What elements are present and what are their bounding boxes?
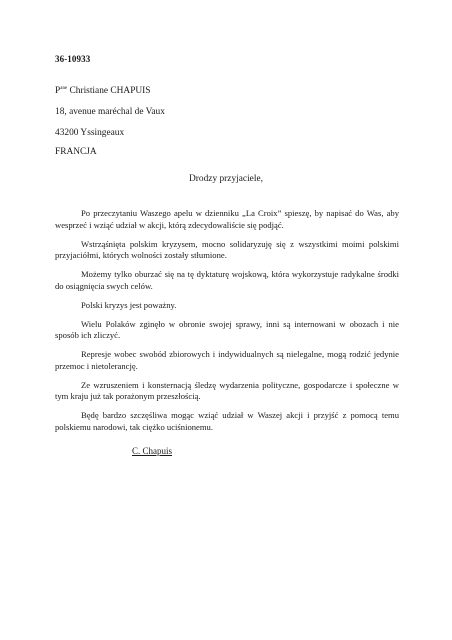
paragraph: Ze wzruszeniem i konsternacją śledzę wydarzenia polityczne, gospodarcze i społeczne w tym kraju już tak porażonym przeszłością.: [55, 379, 399, 401]
paragraph: Możemy tylko oburzać się na tę dyktaturę wojskową, która wykorzystuje radykalne środki do osiągnięcia swych celów.: [55, 269, 399, 291]
signature: C. Chapuis: [132, 446, 173, 456]
sender-title-superscript: ane: [60, 86, 68, 91]
sender-name: Christiane CHAPUIS: [69, 86, 151, 96]
sender-country: FRANCJA: [55, 147, 97, 157]
paragraph: Polski kryzys jest poważny.: [81, 299, 177, 310]
sender-street: 18, avenue maréchal de Vaux: [55, 107, 165, 117]
paragraph: Będę bardzo szczęśliwa mogąc wziąć udział w Waszej akcji i przyjść z pomocą temu polskiemu narodowi, tak ciężko uciśnionemu.: [55, 410, 399, 432]
paragraph: Po przeczytaniu Waszego apelu w dzienniku „La Croix” spieszę, by napisać do Was, aby wesprzeć i wziąć udział w akcji, którą zdecydowaliście się podjąć.: [55, 208, 399, 230]
sender-name-line: [55, 86, 151, 96]
greeting: Drodzy przyjaciele,: [189, 174, 263, 184]
letter-body: [55, 208, 399, 441]
sender-city: 43200 Yssingeaux: [55, 128, 125, 138]
sender-title: P: [55, 86, 61, 96]
paragraph: Represje wobec swobód zbiorowych i indywidualnych są nielegalne, mogą rodzić jedynie przemoc i nietolerancję.: [55, 349, 399, 371]
reference-number: 36-10933: [55, 54, 91, 64]
paragraph: Wstrząśnięta polskim kryzysem, mocno solidaryzuję się z wszystkimi moimi polskimi przyjaciółmi, których wolności zostały stłumione.: [55, 238, 399, 260]
paragraph: Wielu Polaków zginęło w obronie swojej sprawy, inni są internowani w obozach i nie sposób ich zliczyć.: [55, 318, 399, 340]
